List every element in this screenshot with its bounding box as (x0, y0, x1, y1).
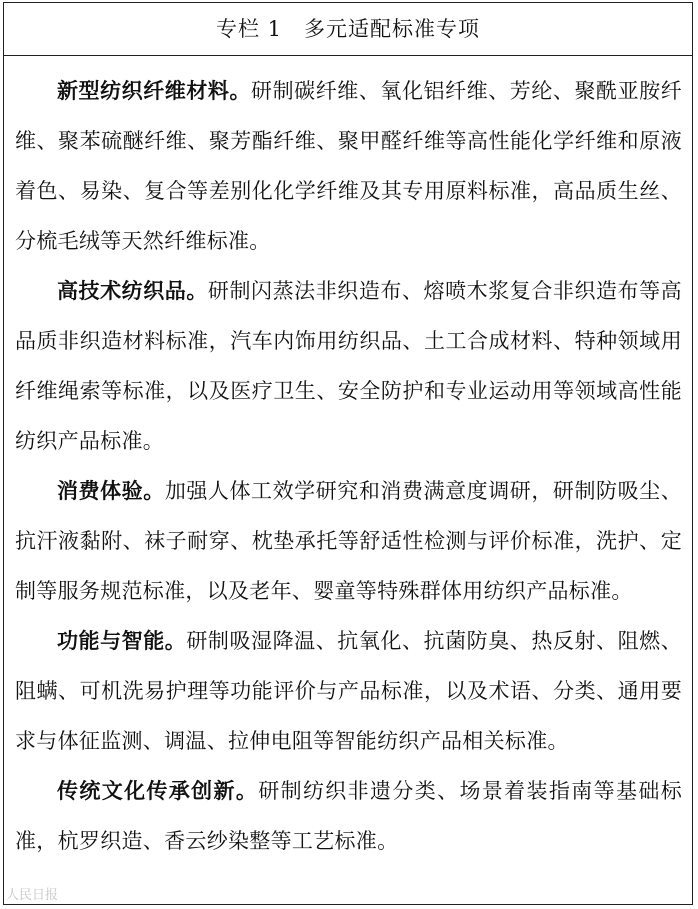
box-title (4, 3, 692, 56)
box-content (4, 56, 692, 866)
paragraph-heading: 传统文化传承创新。 (57, 778, 259, 803)
paragraph-heading: 功能与智能。 (57, 628, 187, 653)
paragraph-body: 研制纺织非遗分类、场景着装指南等基础标准，杭罗织造、香云纱染整等工艺标准。 (15, 779, 682, 853)
box-title-number: 专栏 1 (215, 17, 283, 41)
paragraph-high-tech-textiles (15, 266, 682, 466)
paragraph-traditional-culture (15, 766, 682, 866)
paragraph-body: 研制碳纤维、氧化铝纤维、芳纶、聚酰亚胺纤维、聚苯硫醚纤维、聚芳酯纤维、聚甲醛纤维等高性能化学纤维和原液着色、易染、复合等差别化化学纤维及其专用原料标准，高品质生丝、分梳毛绒等天然纤维标准。 (15, 79, 682, 253)
paragraph-heading: 新型纺织纤维材料。 (57, 78, 252, 103)
paragraph-function-intelligence (15, 616, 682, 766)
box-title-text: 多元适配标准专项 (304, 17, 481, 41)
watermark: 人民日报 (6, 888, 59, 903)
paragraph-heading: 高技术纺织品。 (57, 278, 208, 303)
paragraph-heading: 消费体验。 (57, 478, 165, 503)
paragraph-body: 研制吸湿降温、抗氧化、抗菌防臭、热反射、阻燃、阻螨、可机洗易护理等功能评价与产品标准，以及术语、分类、通用要求与体征监测、调温、拉伸电阻等智能纺织产品相关标准。 (15, 629, 682, 753)
feature-box (3, 2, 693, 905)
paragraph-consumer-experience (15, 466, 682, 616)
paragraph-body: 加强人体工效学研究和消费满意度调研，研制防吸尘、抗汗液黏附、袜子耐穿、枕垫承托等舒适性检测与评价标准，洗护、定制等服务规范标准，以及老年、婴童等特殊群体用纺织产品标准。 (15, 479, 683, 603)
paragraph-fibers (15, 66, 682, 266)
paragraph-body: 研制闪蒸法非织造布、熔喷木浆复合非织造布等高品质非织造材料标准，汽车内饰用纺织品、土工合成材料、特种领域用纤维绳索等标准，以及医疗卫生、安全防护和专业运动用等领域高性能纺织产品标准。 (15, 279, 682, 453)
